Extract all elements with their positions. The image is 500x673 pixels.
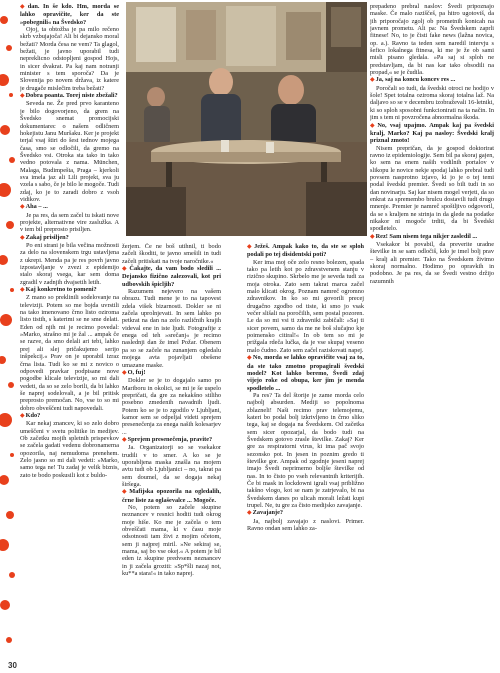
question-4-text: Zakaj prisiljen? <box>25 233 69 241</box>
diamond-bullet-icon: ◆ <box>247 355 252 362</box>
diamond-bullet-icon: ◆ <box>247 244 254 250</box>
answer-paragraph: Pa res? Ta del štorije je zame morda celo najbolj absurden. Mediji so popolnoma zblazneli! Naši recimo prav telemojemu, kateri bo podal bolj izkrivljeno in črno sliko tega, kaj se dogaja na Švedskem. Od začetka sem sicer opozarjal, da bodo tudi na Švedskem gotovo zrasle številke. Zakaj? Ker gre za respiratorni virus, ki ima pač svojo sezonsko pot. In jesen in poznim gredo ti številke gor. Ampak od zgodnje jeseni naprej imajo Švedi neprimerno boljše številke od nas. In to čisto po vseh relevantnih kriterijih. Če bi mask in lockdowni igrali vsaj približno takšno vlogo, kot se nam je zatrjevalo, bi na Švedskem danes po ulicah morali ležati kupi trupel. Ne, tu gre za čisto medijsko zavajanje. <box>247 391 364 510</box>
diamond-bullet-icon: ◆ <box>370 233 375 240</box>
question-16 <box>370 233 494 241</box>
answer-paragraph: Ker ima moj oče zelo resno bolezen, spada tako pa letih kot po zdravstvenem stanju v rizično skupino. Skrbelo me je seveda tudi za moja otroka. Zato sem takrat marca začel malo klicati okrog. Poznam namreč ogromno zdravnikov. In ko so mi govorili precej drugačno zgodbo od tiste, ki smo jo vsak večer slišali na poročilih, sem postal pozoren. Le da so mi vsi ti zdravniki zabičali: »Saj ti sicer povem, samo da me ne boš slučajno kje poimensko citiral!« In ob tem so mi je prižgala rdeča lučka, da je vse skupaj veseno malo čudno. Zato sem začel raziskovati napej. <box>247 258 364 354</box>
question-10-text: Mafijska opozorila na ogledalih, črne liste za oglaševalce ... Mogoče. <box>122 488 221 504</box>
diamond-bullet-icon: ◆ <box>122 436 127 443</box>
diamond-bullet-icon: ◆ <box>20 287 25 294</box>
diamond-bullet-icon: ◆ <box>247 510 252 517</box>
answer-paragraph: Ja. Organizatorji so se vsekakor trudili v to smer. A ko se je uporabljena maska znašla na mojem avtu tudi ob Ljubljanici – no, takrat pa sem doumel, da se dogaja nekaj širšega. <box>122 444 221 488</box>
question-7-text: Čakajte, da vam bodo sledili ... Dejansko fizično zalezovali, kot pri udbovskih špicljih? <box>122 265 221 288</box>
question-12 <box>247 354 364 392</box>
answer-paragraph: Vsekakor bi povabil, da preverite uradne številke in se sam odločiš, kdo je imel bolj prav – kralj ali premier. Tako na Švedskem živimo skoraj normalno. Hodimo po opravkih in podobno. Je pa res, da se Švedi vestno držijo razumnih <box>370 241 494 285</box>
question-7 <box>122 265 221 288</box>
article-column-3 <box>247 243 364 661</box>
question-3-text: Aha – ... <box>25 203 48 211</box>
diamond-bullet-icon: ◆ <box>370 77 375 84</box>
question-15-text: No, vsaj upajmo. Ampak kaj pa švedski kralj, Marko? Kaj pa nasloy: Švedski kralj priznal zmoto! <box>370 121 494 145</box>
question-14 <box>370 76 494 84</box>
answer-paragraph: Dokler se je to dogajalo samo po Mariboru in okolici, se mi je še uspelo prepričati, da gre za nekakšno stiliho posebno zmedenih navadnih ljudi. Potem ko se je to zgodilo v Ljubljani, kamor sem se odpeljal videti sprejem presenečenja za enega naših kolesarjev ... <box>122 377 221 436</box>
question-15 <box>370 122 494 145</box>
question-14-text: Ja, saj na koncu koncev res ... <box>375 76 456 84</box>
diamond-bullet-icon: ◆ <box>20 204 25 211</box>
answer-paragraph: prepadeno prebral naslov: Švedi pripoznajo maske. Če malo raziščeš, pa hitro ugotoviš, da jih priporočajo zgolj ob prometnih konicah na javnem prometu. Ali pa: Na Švedskem zaprli fitnese! No, to je čisti fake news (lažna novica, op. a.). Ravno ta teden sem naredil intervju s šefico lokalnega fitnesa, ki me je že ob sami misli pisano gledala. »Pa saj si sploh ne predstavljam, da bi nas kar tako obsodili na propad,« se je čudila. <box>370 3 494 77</box>
question-6-text: Kdo? <box>25 411 41 419</box>
diamond-bullet-icon: ◆ <box>20 412 25 419</box>
diamond-bullet-icon: ◆ <box>20 234 25 241</box>
question-8 <box>122 369 221 377</box>
page-number: 30 <box>8 661 17 670</box>
diamond-bullet-icon: ◆ <box>122 266 129 273</box>
interview-photo <box>126 2 367 236</box>
answer-paragraph: žerjem. Če ne boš utihnil, ti bodo začeli škoditi, te javno smešili in tudi začeli pritiskati na tvoje naročnike.« <box>122 243 221 265</box>
decorative-paint-splatter <box>0 0 18 673</box>
question-1-text: dan. In še kdo. Hm, morda se lahko opravičite, ker da ste »pobegnili« na Švedsko? <box>20 3 119 26</box>
answer-paragraph: Ojoj, ta obtožba je pa milo rečeno skrb vzbujajoča! Ali bi dejansko moral bežati? Morda česa ne vem? Ta glagol, bežati, je javno uporabil tudi nepreklicno odstopljeni gospod Hojs, in sicer dvakrat. Pa kaj nam notranji minister s tem sporoča? Da je Slovenija po novem država, iz katere je drugače mislečim treba bežati? <box>20 26 119 92</box>
answer-paragraph: No, potem so začele skupine neznancev v resnici hoditi tudi okrog moje hiše. Ko me je začela o tem obveščati mama, ki v času moje odsotnosti tam živi z mojim očetom, sem ji najprej miril. »Ne sekiraj se, mama, saj bo vse okej.« A potem je bil eden iz skupine predvsem neznancev in ji začela groziti: »Sp*šli nazaj not, ku**a stara!« in tako naprej. <box>122 504 221 578</box>
diamond-bullet-icon: ◆ <box>370 122 377 129</box>
question-5 <box>20 286 119 294</box>
diamond-bullet-icon: ◆ <box>122 489 129 496</box>
answer-paragraph: Razumem nejevero na vašem obrazu. Tudi mene je to na tapovest zdela višek bizarnosti. Dokler se ni začela uprolnjevati. In sem lahko po petkrat na dan na zelo različnih krajih videval ene in iste ljudi. Fotografije z enega od teh »srečanj« je recimo naslednji dan že imel Požar. Obenem pa so se začele na zunanjem ogledalu mojega avta pojavljati obešene umazane maske. <box>122 288 221 369</box>
answer-paragraph: Ja, najbolj zavajajo z naslovi. Primer. Ravno ondan sem lahko za- <box>247 517 364 533</box>
question-9 <box>122 436 221 444</box>
diamond-bullet-icon: ◆ <box>20 4 27 10</box>
question-10 <box>122 488 221 504</box>
answer-paragraph: Z mano so preklinili sodelovanje na televiziji. Potem so me bojda uvrstili na tako imenovano črno listo oziroma listo tistih, s katerimi se ne sme delati. Eden od njih mi je recimo povedal: »Marko, strašno mi je žal ... ampak če se razve, da smo delali ari tebi, lahko prej ali slej pričakujemo serijo inšpekcij.« Prav on je uporabil izraz črna lista. Tudi ko se mi z novico o odpovedi pravkar podpisane nove pogodbe klicale televizije, so mi dali vedeti, da so se zelo borili, da bi lahko še naprej sodelovali, a je bil pritisk preprosto premočan. No, vse to so mi dobro obveščeni tudi napovedali. <box>20 294 119 412</box>
diamond-bullet-icon: ◆ <box>20 93 25 100</box>
question-4 <box>20 234 119 242</box>
answer-paragraph: Poročali so tudi, da švedski otroci ne hodijo v šole! Spet totalna oziroma skoraj totalna laž. Na daljavo so se v decembru izobraževali 16-letniki, ki so sploh sposobni funkcionirati na ta način. In jim s tem ni povzročena abnormalna škoda. <box>370 84 494 122</box>
answer-paragraph: Kar nekaj znancev, ki so zelo dobro umeščeni v svetu politike in medijev. Ob začetku mojih spletnih prispevkov se začela gadati vedenu dobronamerna opozorila, naj nemudoma prenehem. Zelo jasno so mi dali vedeti: »Marko, samo tega ne! Tu zadaj je velik biznis, zato te bodo poskusili kot z buldo- <box>20 420 119 479</box>
article-column-4 <box>370 3 494 661</box>
question-13 <box>247 509 364 517</box>
question-2-text: Dobra poanta. Torej niste zbežali? <box>25 92 118 100</box>
diamond-bullet-icon: ◆ <box>122 369 127 376</box>
question-13-text: Zavajanje? <box>252 509 284 517</box>
question-12-text: No, morda se lahko opravičite vsaj za to, da ste tako zmotno propagirali švedski model? Kot lahko beremo, Švedi zdaj vijejo roke od obupa, ker jim je menda spodletelo ... <box>247 354 364 392</box>
article-column-1 <box>20 3 119 661</box>
question-16-text: Rez! Sam nisem tega nikjer zasledil ... <box>375 232 478 240</box>
article-column-2 <box>122 243 221 661</box>
question-3 <box>20 203 119 211</box>
question-1 <box>20 3 119 26</box>
question-6 <box>20 412 119 420</box>
question-11 <box>247 243 364 259</box>
answer-paragraph: Seveda ne. Že pred prvo karanteno je bilo dogovorjeno, da grem na Švedsko snemat promocijski dokumentarec o našem odličnem hokejistu Janu Muršaku. Ker je projekt terjal vsaj štiri do šest tednov mojega časa, smo se odločili, da gremo na Švedsko vsi. Otroka sta tako in tako vedno potovala z nama. München, Malaga, Budimpešta, Praga – kjerkoli sva imela jaz ali Lili projekt, sva ju vzela s sabo, če je bilo le mogoče. Tudi zdaj, ko je to zaradi dobro z vsoh vidikov. <box>20 100 119 203</box>
question-9-text: Sprejem presenečenja, pravite? <box>127 435 213 443</box>
question-11-text: Ježeš. Ampak kako to, da ste se sploh podali po tej disidentski poti? <box>247 243 364 259</box>
answer-paragraph: Po eni strani je bila večina možnosti za delo na slovenskem trgu ustavljena z ukrepi. Menda pa je res povrh javno izpostavljanje v zvezi z epidemijo stalo skoraj vsega, kar sem doma zgradil v zadnjih dvajsetih letih. <box>20 242 119 286</box>
question-8-text: O, fuj! <box>127 368 146 376</box>
question-5-text: Kaj konkretno to pomeni? <box>25 286 97 294</box>
answer-paragraph: Nisem prepričan, da je gospod doktorirat ravno iz epidemiologije. Sem bil pa skoraj gajen, ko sem na enem naših vodilnih portalov v slikopu le novice nekje spodaj lahko prebral tudi povsem nasprotno izjavo, ki jo je o tej temi podal švedski premier. Švedi so bili tudi in so dan novinarju. Saj kar nisem mogel verjeti, da so enkrat za spremembo brulcu dostavili tudi drugo mnenje. Premier je namreč spoštljivo odgovoril, da se s kraljem ne strinja in da glede na podatke nikakor ni mogoče trditi, da bi Švedski spodletelo. <box>370 144 494 233</box>
answer-paragraph: Je pa res, da sem začel tu iskati nove projekte, alternativne vire zaslužka. A v tem bil preprosto prisiljen. <box>20 211 119 234</box>
